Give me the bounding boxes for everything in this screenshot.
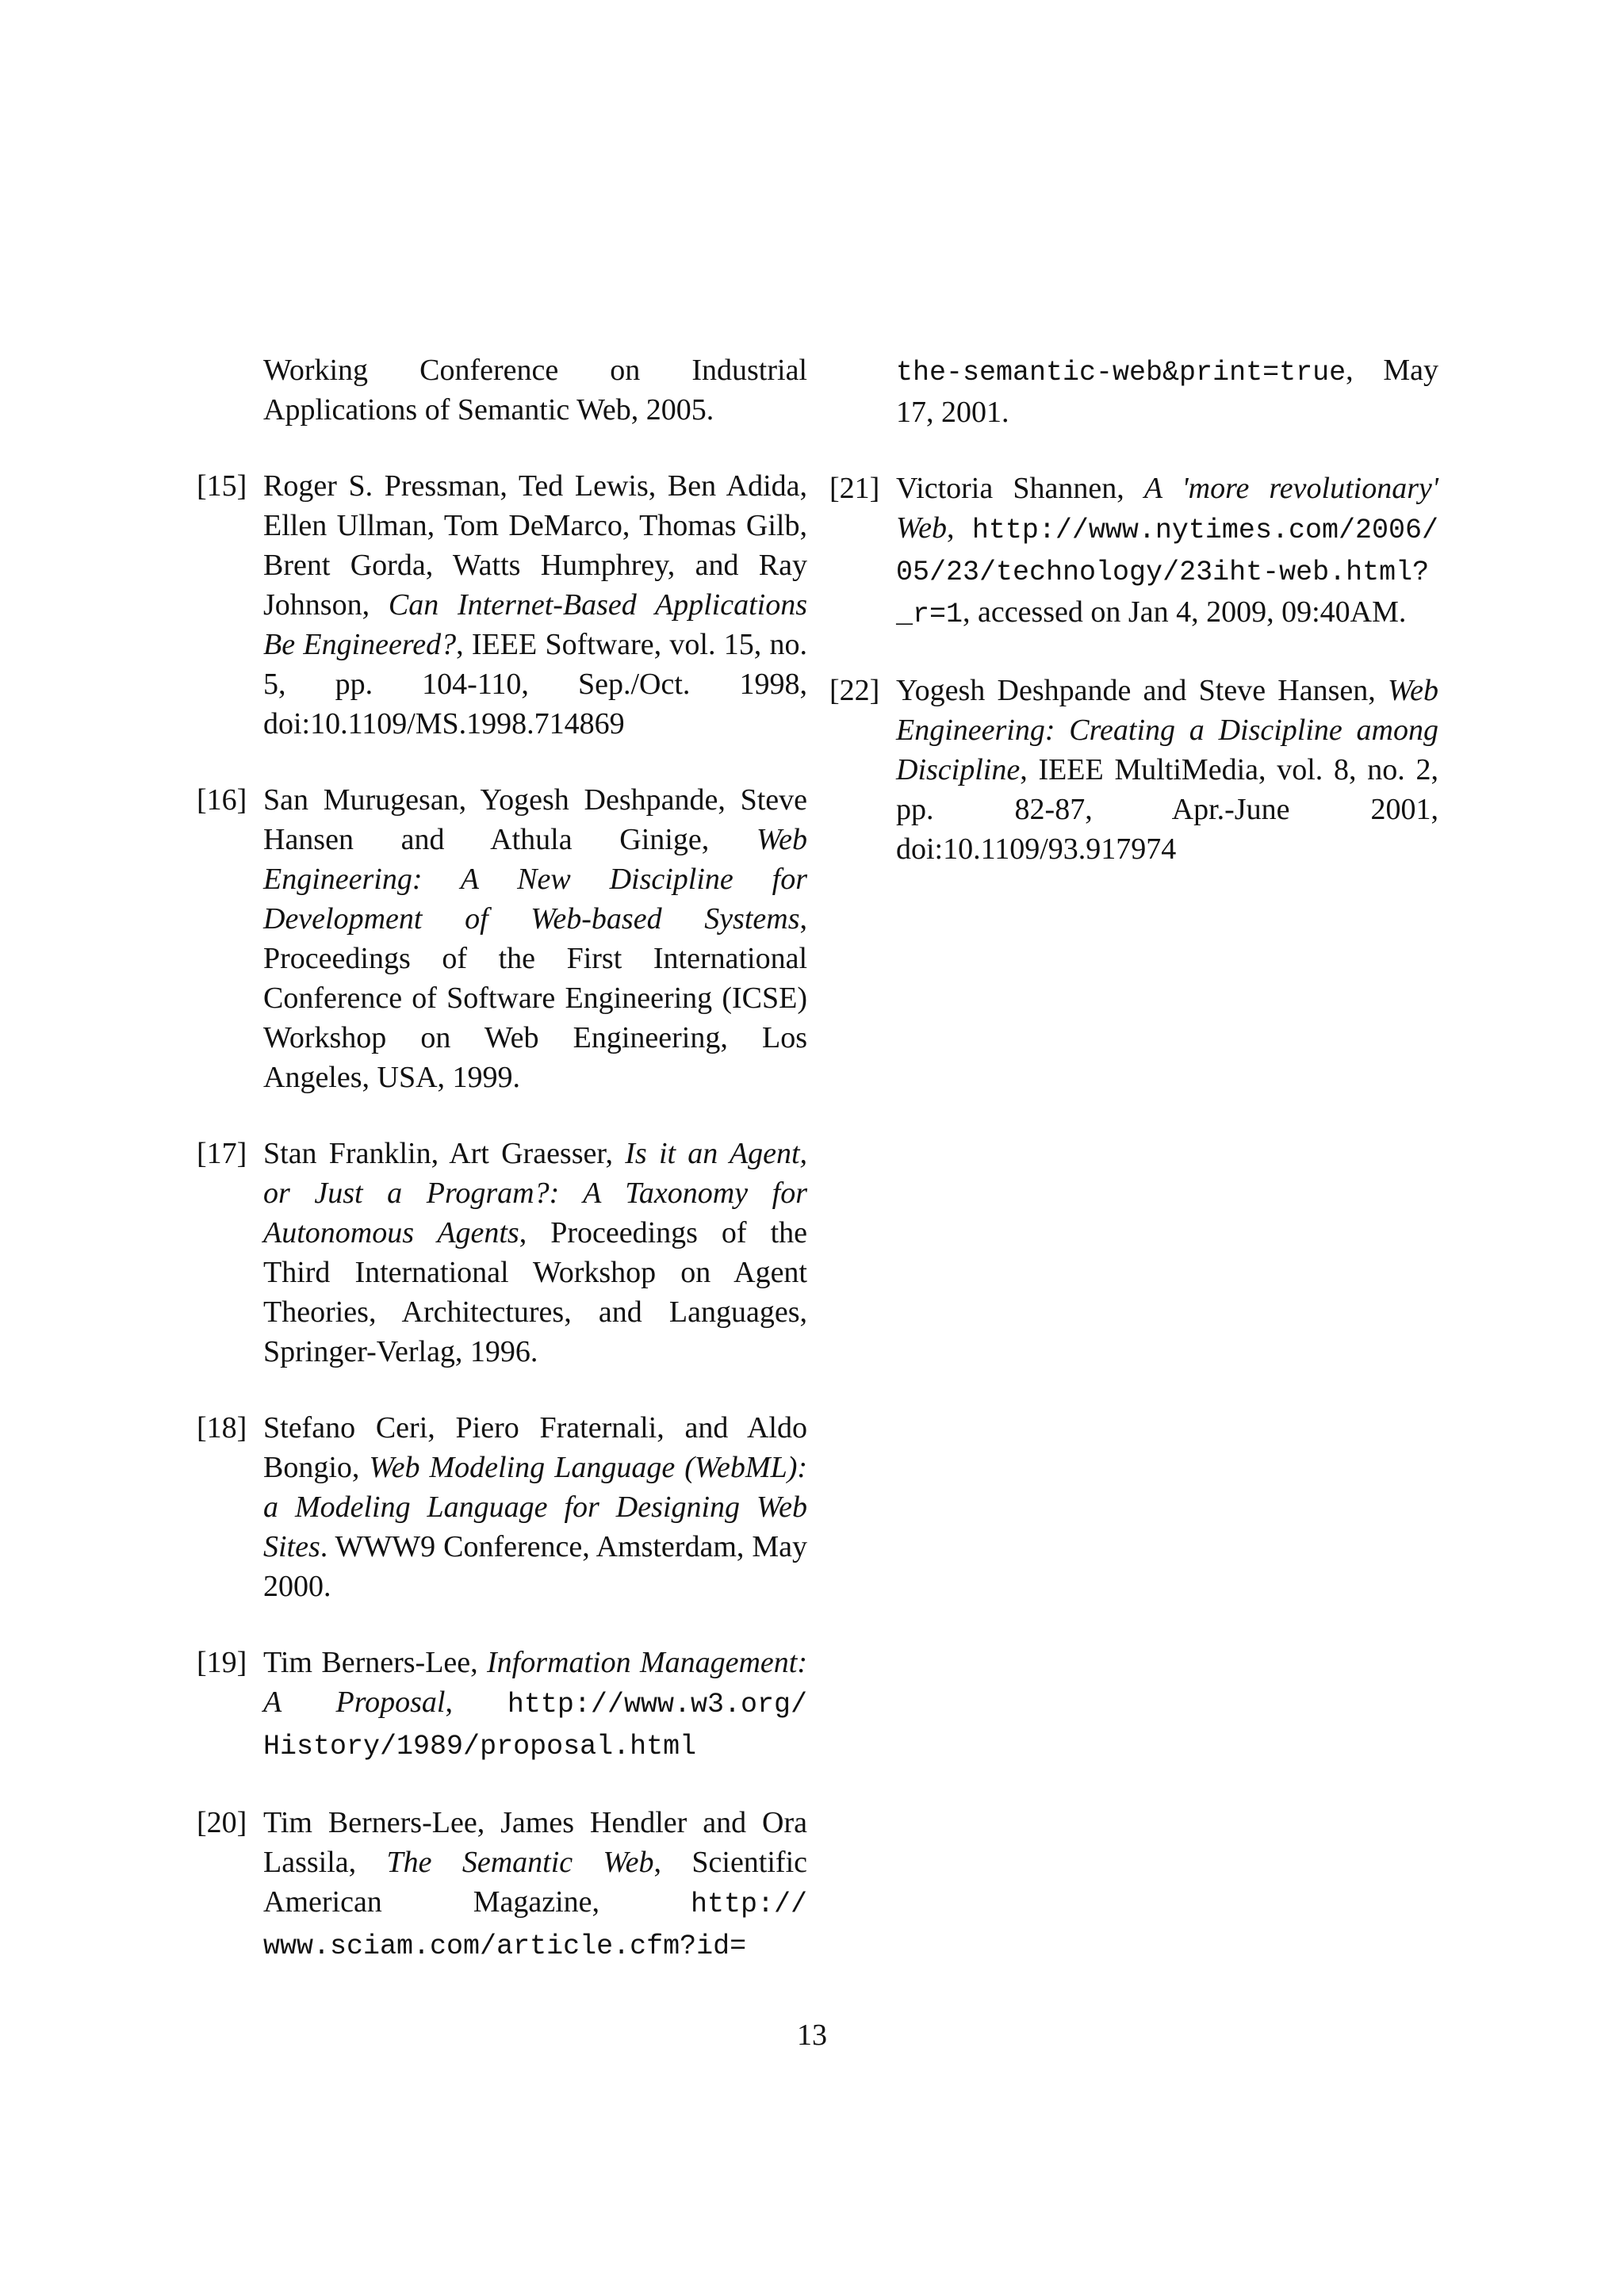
reference-access-date: , accessed on Jan 4, 2009, 09:40AM. bbox=[963, 595, 1407, 629]
reference-number: [18] bbox=[197, 1411, 247, 1445]
reference-title: A 'more revolutionary' Web bbox=[896, 472, 1438, 545]
reference-details: , Scientific American Magazine, bbox=[263, 1846, 807, 1919]
reference-url-link[interactable]: http://www.w3.org/History/1989/proposal.html bbox=[263, 1689, 807, 1762]
reference-authors: Stefano Ceri, Piero Fraternali, and Aldo Bongio, bbox=[263, 1411, 807, 1484]
reference-authors: Yogesh Deshpande and Steve Hansen, bbox=[896, 674, 1388, 707]
reference-url-link[interactable]: http://www.nytimes.com/2006/05/23/technology/23iht-web.html?_r=1 bbox=[896, 515, 1438, 630]
reference-authors: Tim Berners-Lee, James Hendler and Ora Lassila, bbox=[263, 1806, 807, 1879]
reference-details: , Proceedings of the First International Conference of Software Engineering (ICSE) Workshop on Web Engineering, Los Angeles, USA, 1999. bbox=[263, 902, 807, 1094]
reference-22 bbox=[829, 671, 1438, 869]
reference-number: [21] bbox=[829, 472, 880, 505]
reference-number: [16] bbox=[197, 783, 247, 817]
reference-details: , Proceedings of the Third International Workshop on Agent Theories, Architectures, and Languages, Springer-Verlag, 1996. bbox=[263, 1216, 807, 1368]
reference-title: Information Management: A Proposal bbox=[263, 1646, 807, 1719]
reference-authors: Tim Berners-Lee, bbox=[263, 1646, 488, 1679]
reference-authors: Stan Franklin, Art Graesser, bbox=[263, 1137, 626, 1170]
continuation-text: Working Conference on Industrial Applications of Semantic Web, 2005. bbox=[263, 354, 807, 427]
reference-title: Web Engineering: A New Discipline for Development of Web-based Systems bbox=[263, 823, 807, 936]
continuation-url-link[interactable]: the-semantic-web&print=true bbox=[896, 357, 1346, 388]
left-column bbox=[197, 350, 807, 2003]
reference-details: , IEEE MultiMedia, vol. 8, no. 2, pp. 82-87, Apr.-June 2001, doi:10.1109/93.917974 bbox=[896, 753, 1438, 866]
reference-21 bbox=[829, 469, 1438, 634]
reference-title: Can Internet-Based Applications Be Engineered? bbox=[263, 588, 807, 661]
reference-title: Web Modeling Language (WebML): a Modeling Language for Designing Web Sites bbox=[263, 1451, 808, 1563]
reference-title: Is it an Agent, or Just a Program?: A Taxonomy for Autonomous Agents bbox=[263, 1137, 807, 1249]
reference-number: [17] bbox=[197, 1137, 247, 1170]
reference-number: [20] bbox=[197, 1806, 247, 1839]
reference-17 bbox=[197, 1134, 807, 1372]
reference-number: [19] bbox=[197, 1646, 247, 1679]
reference-continuation bbox=[829, 350, 1438, 432]
reference-number: [15] bbox=[197, 469, 247, 503]
reference-authors: Victoria Shannen, bbox=[896, 472, 1144, 505]
reference-authors: San Murugesan, Yogesh Deshpande, Steve Hansen and Athula Ginige, bbox=[263, 783, 807, 856]
reference-20 bbox=[197, 1803, 807, 1966]
reference-19 bbox=[197, 1643, 807, 1766]
reference-details: . WWW9 Conference, Amsterdam, May 2000. bbox=[263, 1530, 807, 1603]
reference-details: , bbox=[947, 511, 972, 545]
right-column bbox=[829, 350, 1438, 905]
reference-18 bbox=[197, 1408, 807, 1606]
reference-16 bbox=[197, 780, 807, 1097]
reference-continuation bbox=[197, 350, 807, 430]
page-number: 13 bbox=[797, 2019, 827, 2052]
reference-details: , IEEE Software, vol. 15, no. 5, pp. 104-110, Sep./Oct. 1998, doi:10.1109/MS.1998.714869 bbox=[263, 628, 807, 740]
reference-title: The Semantic Web bbox=[386, 1846, 654, 1879]
reference-details: , bbox=[445, 1686, 508, 1719]
reference-url-link[interactable]: http://www.sciam.com/article.cfm?id= bbox=[263, 1888, 807, 1962]
continuation-text: , May 17, 2001. bbox=[896, 354, 1438, 429]
reference-title: Web Engineering: Creating a Discipline among Discipline bbox=[896, 674, 1438, 786]
reference-15 bbox=[197, 466, 807, 744]
reference-number: [22] bbox=[829, 674, 880, 707]
reference-authors: Roger S. Pressman, Ted Lewis, Ben Adida, Ellen Ullman, Tom DeMarco, Thomas Gilb, Brent Gorda, Watts Humphrey, and Ray Johnson, bbox=[263, 469, 807, 622]
